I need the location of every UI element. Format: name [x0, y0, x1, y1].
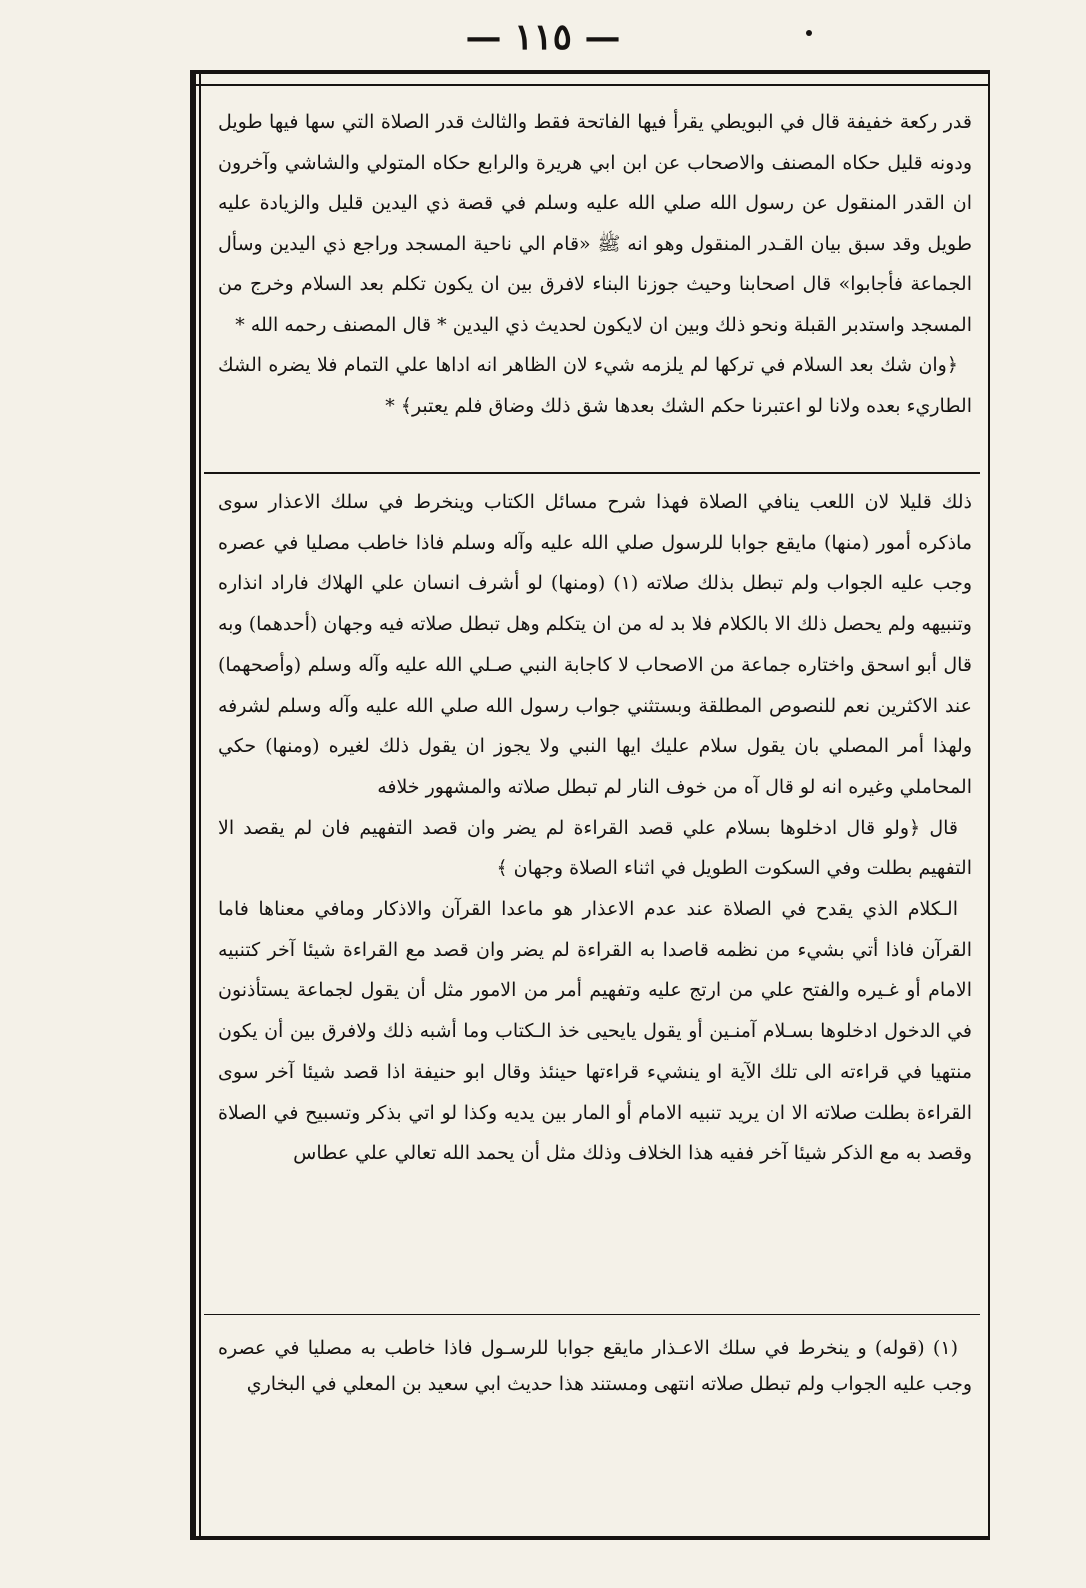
footnote-paragraph: (١) (قوله) و ينخرط في سلك الاعـذار مايقع جوابا للرسـول فاذا خاطب به مصليا في عصره وجب عليه الجواب ولم تبطل صلاته انتهى ومستند هذا حديث ابي سعيد بن المعلي في البخاري [218, 1337, 972, 1395]
ink-dot [806, 30, 812, 36]
frame-inner-rule [196, 84, 988, 86]
commentary-section [218, 482, 972, 1174]
main-paragraph: ﴿وان شك بعد السلام في تركها لم يلزمه شيء لان الظاهر انه اداها علي التمام فلا يضره الشك الطاريء بعده ولانا لو اعتبرنا حكم الشك بعدها شق ذلك وضاق فلم يعتبر﴾ * [218, 354, 972, 417]
main-paragraph: قدر ركعة خفيفة قال في البويطي يقرأ فيها الفاتحة فقط والثالث قدر الصلاة التي سها فيها طويل ودونه قليل حكاه المصنف والاصحاب عن ابن ابي هريرة والرابع حكاه المتولي والشاشي وآخرون ان القدر المنقول عن رسول الله صلي الله عليه وسلم في قصة ذي اليدين قليل والزيادة عليه طويل وقد سبق بيان القـدر المنقول وهو انه ﷺ «قام الي ناحية المسجد وراجع ذي اليدين وسأل الجماعة فأجابوا» قال اصحابنا وحيث جوزنا البناء لافرق بين ان يكون تكلم بعد السلام وخرج من المسجد واستدبر القبلة ونحو ذلك وبين ان لايكون لحديث ذي اليدين * قال المصنف رحمه الله * [218, 111, 972, 336]
commentary-paragraph: ذلك قليلا لان اللعب ينافي الصلاة فهذا شرح مسائل الكتاب وينخرط في سلك الاعذار سوى ماذكره أمور (منها) مايقع جوابا للرسول صلي الله عليه وآله وسلم فاذا خاطب مصليا في عصره وجب عليه الجواب ولم تبطل بذلك صلاته (١) (ومنها) لو أشرف انسان علي الهلاك فاراد انذاره وتنبيهه ولم يحصل ذلك الا بالكلام فلا بد له من ان يتكلم وهل تبطل صلاته فيه وجهان (أحدهما) وبه قال أبو اسحق واختاره جماعة من الاصحاب لا كاجابة النبي صـلي الله عليه وآله وسلم (وأصحهما) عند الاكثرين نعم للنصوص المطلقة وبستثني جواب رسول الله صلي الله عليه وآله وسلم لشرفه ولهذا أمر المصلي بان يقول سلام عليك ايها النبي ولا يجوز ان يقول ذلك لغيره (ومنها) حكي المحاملي وغيره انه لو قال آه من خوف النار لم تبطل صلاته والمشهور خلافه [218, 491, 972, 798]
page-frame [190, 70, 990, 1540]
commentary-paragraph: قال ﴿ولو قال ادخلوها بسلام علي قصد القراءة لم يضر وان قصد التفهيم فان لم يقصد الا التفهيم بطلت وفي السكوت الطويل في اثناء الصلاة وجهان ﴾ [218, 816, 972, 880]
section-divider [204, 472, 980, 474]
commentary-paragraph: الـكلام الذي يقدح في الصلاة عند عدم الاعذار هو ماعدا القرآن والاذكار ومافي معناها فاما القرآن فاذا أتي بشيء من نظمه قاصدا به القراءة لم يضر وان قصد مع القراءة شيئا آخر كتنبيه الامام أو غـيره والفتح علي من ارتج عليه وتفهيم أمر من الامور مثل أن يقول لجماعة يستأذنون في الدخول ادخلوها بسـلام آمنـين أو يقول يايحيى خذ الـكتاب وما أشبه ذلك ولافرق بين أن يكون منتهيا في قراءته الى تلك الآية او ينشيء قراءتها حينئذ وقال ابو حنيفة اذا قصد شيئا آخر سوى القراءة بطلت صلاته الا ان يريد تنبيه الامام أو المار بين يديه وكذا لو اتي بذكر وتسبيح في الصلاة وقصد به مع الذكر شيئا آخر ففيه هذا الخلاف وذلك مثل أن يحمد الله تعالي علي عطاس [218, 898, 972, 1165]
footnote-section [218, 1330, 972, 1402]
page-number: — ١١٥ — [465, 16, 621, 58]
footnote-divider [204, 1314, 980, 1315]
main-text-section [218, 102, 972, 426]
